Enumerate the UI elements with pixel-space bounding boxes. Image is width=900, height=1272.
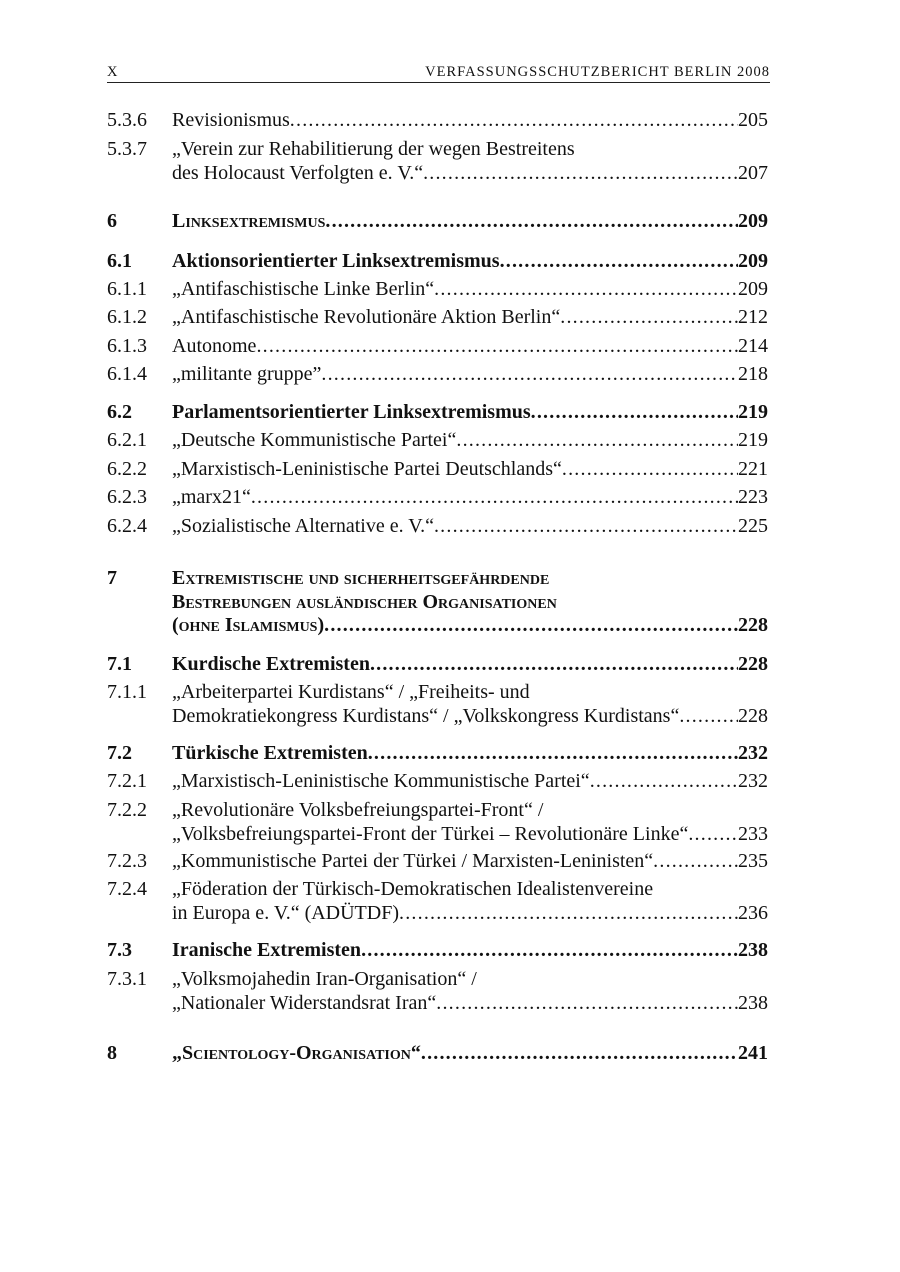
section-number: 6.2 — [107, 401, 132, 423]
section-title: Aktionsorientierter Linksextremismus — [172, 250, 500, 272]
page-reference: 207 — [738, 161, 768, 184]
dot-leader — [688, 823, 738, 847]
section-number: 7.2 — [107, 742, 132, 764]
section-title: Parlamentsorientierter Linksextremismus — [172, 401, 531, 423]
toc-entry[interactable] — [107, 138, 768, 185]
page-reference: 225 — [738, 515, 768, 537]
page-reference: 219 — [738, 429, 768, 451]
section-number: 7.2.3 — [107, 850, 147, 872]
section-title: „Scientology-Organisation“ — [172, 1042, 421, 1064]
toc-entry[interactable] — [107, 770, 768, 794]
section-title: Türkische Extremisten — [172, 742, 368, 764]
page-reference: 219 — [738, 401, 768, 423]
section-title: in Europa e. V.“ (ADÜTDF) — [172, 901, 400, 924]
dot-leader — [500, 250, 738, 274]
toc-entry[interactable] — [107, 429, 768, 453]
toc-entry[interactable] — [107, 486, 768, 510]
section-title: Autonome — [172, 335, 257, 357]
section-title: „Revolutionäre Volksbefreiungspartei-Front“ / — [172, 799, 544, 821]
section-title: Kurdische Extremisten — [172, 653, 370, 675]
page-reference: 205 — [738, 109, 768, 131]
toc-entry[interactable] — [107, 109, 768, 133]
section-title: des Holocaust Verfolgten e. V.“ — [172, 161, 424, 184]
dot-leader — [436, 992, 738, 1016]
dot-leader — [361, 939, 738, 963]
section-title: „Verein zur Rehabilitierung der wegen Bestreitens — [172, 138, 575, 160]
section-title: „Kommunistische Partei der Türkei / Marxisten-Leninisten“ — [172, 850, 654, 872]
page-reference: 212 — [738, 306, 768, 328]
dot-leader — [434, 278, 738, 302]
section-number: 7.2.2 — [107, 799, 147, 821]
toc-entry[interactable] — [107, 939, 768, 963]
section-title: „Nationaler Widerstandsrat Iran“ — [172, 991, 437, 1014]
section-title: „Marxistisch-Leninistische Partei Deutschlands“ — [172, 458, 562, 480]
section-number: 6.1.2 — [107, 306, 147, 328]
section-number: 6 — [107, 210, 117, 232]
dot-leader — [434, 515, 738, 539]
section-title: „Arbeiterpartei Kurdistans“ / „Freiheits- und — [172, 681, 530, 703]
toc-entry[interactable] — [107, 335, 768, 359]
section-title: „Föderation der Türkisch-Demokratischen Idealistenvereine — [172, 878, 654, 900]
page-reference: 223 — [738, 486, 768, 508]
toc-entry[interactable] — [107, 306, 768, 330]
section-number: 6.1.4 — [107, 363, 147, 385]
page-reference: 228 — [738, 653, 768, 675]
section-title: „Antifaschistische Linke Berlin“ — [172, 278, 435, 300]
dot-leader — [321, 363, 738, 387]
section-title: (ohne Islamismus) — [172, 614, 325, 636]
section-number: 6.1.3 — [107, 335, 147, 357]
dot-leader — [653, 850, 738, 874]
dot-leader — [370, 653, 738, 677]
page-reference: 209 — [738, 250, 768, 272]
page-reference: 209 — [738, 278, 768, 300]
toc-entry[interactable] — [107, 968, 768, 1015]
section-number: 7.1.1 — [107, 681, 147, 703]
section-number: 7.3.1 — [107, 968, 147, 990]
page-reference: 236 — [738, 901, 768, 924]
section-number: 5.3.6 — [107, 109, 147, 131]
toc-entry[interactable] — [107, 742, 768, 766]
section-title: Revisionismus — [172, 109, 290, 131]
dot-leader — [399, 902, 738, 926]
page-reference: 238 — [738, 991, 768, 1014]
section-number: 7.2.4 — [107, 878, 147, 900]
page-reference: 221 — [738, 458, 768, 480]
toc-entry[interactable] — [107, 653, 768, 677]
section-number: 6.2.3 — [107, 486, 147, 508]
dot-leader — [531, 401, 738, 425]
dot-leader — [423, 162, 738, 186]
toc-entry[interactable] — [107, 278, 768, 302]
dot-leader — [251, 486, 738, 510]
section-number: 6.2.2 — [107, 458, 147, 480]
dot-leader — [324, 614, 738, 638]
toc-entry[interactable] — [107, 458, 768, 482]
dot-leader — [325, 210, 738, 234]
page-reference: 232 — [738, 770, 768, 792]
section-title: Linksextremismus — [172, 210, 326, 232]
toc-entry[interactable] — [107, 681, 768, 728]
toc-entry[interactable] — [107, 363, 768, 387]
toc-entry[interactable] — [107, 850, 768, 874]
section-title: Extremistische und sicherheitsgefährdende — [172, 567, 550, 589]
toc-entry[interactable] — [107, 515, 768, 539]
section-title: „Volksbefreiungspartei-Front der Türkei – Revolutionäre Linke“ — [172, 822, 689, 845]
toc-entry[interactable] — [107, 250, 768, 274]
section-number: 7.3 — [107, 939, 132, 961]
page-reference: 228 — [738, 704, 768, 727]
dot-leader — [560, 306, 738, 330]
section-title: „Volksmojahedin Iran-Organisation“ / — [172, 968, 477, 990]
running-header — [107, 62, 770, 83]
dot-leader — [368, 742, 738, 766]
section-title: „marx21“ — [172, 486, 251, 508]
page-reference: 228 — [738, 614, 768, 636]
page-reference: 214 — [738, 335, 768, 357]
toc-entry[interactable] — [107, 799, 768, 846]
page-number: X — [107, 64, 119, 80]
section-number: 7.1 — [107, 653, 132, 675]
page-reference: 209 — [738, 210, 768, 232]
page-reference: 241 — [738, 1042, 768, 1064]
section-title: „Antifaschistische Revolutionäre Aktion Berlin“ — [172, 306, 561, 328]
section-number: 6.1.1 — [107, 278, 147, 300]
section-number: 6.1 — [107, 250, 132, 272]
section-title: Demokratiekongress Kurdistans“ / „Volkskongress Kurdistans“ — [172, 704, 680, 727]
toc-entry[interactable] — [107, 401, 768, 425]
dot-leader — [290, 109, 738, 133]
toc-entry[interactable] — [107, 878, 768, 925]
dot-leader — [590, 770, 738, 794]
section-title: „Sozialistische Alternative e. V.“ — [172, 515, 434, 537]
section-title: „militante gruppe” — [172, 363, 322, 385]
section-number: 7 — [107, 567, 117, 589]
section-number: 7.2.1 — [107, 770, 147, 792]
dot-leader — [256, 335, 738, 359]
toc-entry[interactable] — [107, 210, 768, 234]
section-title: „Deutsche Kommunistische Partei“ — [172, 429, 457, 451]
section-number: 8 — [107, 1042, 117, 1064]
page-reference: 235 — [738, 850, 768, 872]
dot-leader — [679, 705, 738, 729]
dot-leader — [421, 1042, 738, 1066]
header-title: VERFASSUNGSSCHUTZBERICHT BERLIN 2008 — [425, 64, 770, 80]
section-title: Iranische Extremisten — [172, 939, 362, 961]
page-reference: 233 — [738, 822, 768, 845]
section-number: 5.3.7 — [107, 138, 147, 160]
page-reference: 218 — [738, 363, 768, 385]
page-reference: 238 — [738, 939, 768, 961]
section-number: 6.2.1 — [107, 429, 147, 451]
section-number: 6.2.4 — [107, 515, 147, 537]
dot-leader — [456, 429, 738, 453]
dot-leader — [562, 458, 738, 482]
toc-entry[interactable] — [107, 1042, 768, 1066]
toc-entry[interactable] — [107, 567, 768, 638]
page-reference: 232 — [738, 742, 768, 764]
section-title: Bestrebungen ausländischer Organisationen — [172, 590, 557, 613]
section-title: „Marxistisch-Leninistische Kommunistische Partei“ — [172, 770, 590, 792]
